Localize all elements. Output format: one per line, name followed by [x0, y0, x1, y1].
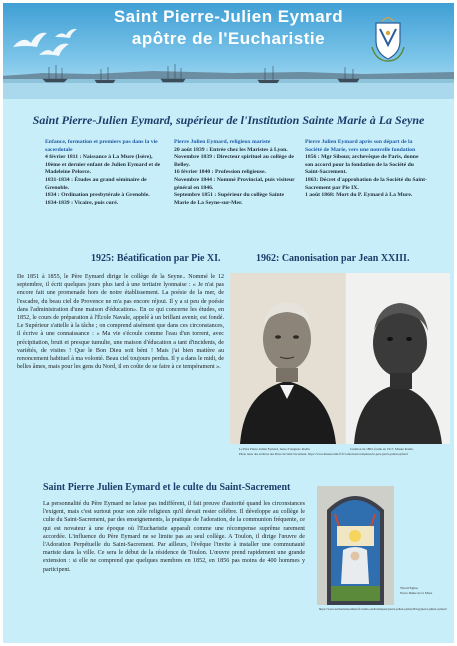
chronology-heading: Pierre Julien Eymard, religieux mariste: [174, 139, 271, 145]
chronology-heading: Enfance, formation et premiers pas dans la vie sacerdotale: [45, 139, 158, 153]
chronology-entry: Septembre 1851 : Supérieur du collège Sainte Marie de La Seyne-sur-Mer.: [174, 192, 285, 206]
bust-caption: Création de 1863, fondu en 1917, Musée Rodin.: [350, 447, 414, 451]
bust-photo: [346, 273, 450, 444]
stained-glass-caption-line-1: Vitrail Eglise: [400, 586, 418, 590]
poster-body: [3, 3, 454, 643]
chronology-heading: Pierre Julien Eymard après son départ de la Société de Marie, vers une nouvelle fondation: [305, 139, 416, 153]
chronology-entry: Novembre 1844 : Nommé Provincial, puis visiteur général en 1846.: [174, 176, 295, 191]
stained-glass-photo: [317, 486, 394, 605]
eucharist-paragraph: La personnalité du Père Eymard ne laisse pas indifférent, il fait preuve d'autorité quand les circonstances l'exigent, mais c'est surtout pour son zèle religieux qu'il devait rester célèbre. Il développe au collège le culte du Saint-Sacrement, par des enseignements, la pratique de l'adoration, de la communion fréquente, ce qui est novateur à une époque où l'Eucharistie apparaît comme une récompense suprême rarement accordée. L'influence du Père Eymard ne se limite pas au seul collège. A Toulon, il dirige l'œuvre de l'Adoration Perpétuelle du Saint-Sacrement. Par ailleurs, l'évêque l'invite à installer une communauté mariste dans la ville. Ce sera le début de la résidence de Toulon. L'œuvre prend rapidement une grande extension : si elle ne comprend que quelques membres en 1852, en 1856 pas moins de 400 hommes y participent.: [43, 501, 305, 573]
chronology-entry: 1856 : Mgr Sibour, archevêque de Paris, donne son accord pour la fondation de la Société du Saint-Sacrement.: [305, 154, 419, 176]
chronology-entry: 1834 : Ordination presbytérale à Grenoble.: [45, 192, 150, 199]
chronology-column-childhood: [45, 139, 167, 207]
chronology-column-foundation: [305, 139, 427, 200]
portrait-photo: [230, 273, 345, 444]
eucharist-section-title: Saint Pierre Julien Eymard et le culte du Saint-Sacrement: [43, 482, 291, 493]
chronology-entry: 1 août 1868: Mort du P. Eymard à La Mure.: [305, 192, 413, 199]
header-banner: [3, 3, 454, 99]
chronology-entry: 4 février 1811 : Naissance à La Mure (Isère), 10ème et dernier enfant de Julien Eymard et de Madeleine Pelorce.: [45, 154, 161, 176]
chronology-column-marist: [174, 139, 298, 207]
college-paragraph: De 1851 à 1855, le Père Eymard dirige le collège de la Seyne.. Nommé le 12 septembre, il écrit quelques jours plus tard à une tertiaire lyonnaise : « Je n'ai pas encore fait une promenade hors de notre établissement. La poésie de la mer, de l'escadre, du beau ciel de Provence ne m'a pas encore réjoui. Il y a si peu de poésie dans l'administration d'une maison d'éducation». En ce qui concerne les études, en 1852, le cours de préparation à l'École Navale, appelé à un brillant avenir, est fondé. Le Supérieur s'attelle à la tâche ; on comprend aisément que dans ces circonstances, il écrive à une connaissance : « Ma vie s'écoule comme l'eau d'un torrent, avec précipitation, bruit et presque tumulte, une maison d'éducation a tant d'incidents, de variétés, de visites ! Que le Bon Dieu soit béni ! Mais j'ai bien matière au renoncement habituel à ma volonté. Beau ciel toujours perdus. Il y a dans le midi, de belles âmes, mais pour les gens du Nord, il en coûte de se faire à ce tempérament ».: [17, 274, 224, 371]
section-title: Saint Pierre-Julien Eymard, supérieur de l'Institution Sainte Marie à La Seyne: [32, 113, 425, 127]
beatification-heading: 1925: Béatification par Pie XI.: [91, 253, 221, 264]
stained-glass-caption: [400, 586, 432, 596]
chronology-entry: Novembre 1839 : Directeur spirituel au collège de Belley.: [174, 154, 294, 168]
portrait-caption: Le Père Pierre-Julien Eymard, buste d'Auguste Rodin: [239, 447, 310, 451]
photo-source: Photo issue des archives des Pères du Saint Sacrement. https://www.museerodin.fr/fr/collections/sculptures/le-pere-pierre-julien-eymard: [239, 452, 408, 456]
chronology-entry: 1831-1834 : Études au grand séminaire de Grenoble.: [45, 176, 147, 191]
canonisation-heading: 1962: Canonisation par Jean XXIII.: [256, 253, 410, 264]
poster-title-line-2: apôtre de l'Eucharistie: [131, 29, 326, 48]
poster-title-line-1: Saint Pierre-Julien Eymard: [113, 7, 344, 26]
chronology-entry: 20 août 1839 : Entrée chez les Maristes à Lyon.: [174, 146, 288, 153]
stained-glass-source-url: https://www.eucharistiesainteté.fr/saints-eucharistiques/pierre-julien-eymard/blog/pierre-julien-eymard: [319, 607, 447, 611]
chronology-entry: 1834-1839 : Vicaire, puis curé.: [45, 199, 119, 206]
chronology-entry: 1863: Décret d'approbation de la Société du Saint-Sacrement par Pie IX.: [305, 176, 427, 191]
chronology-entry: 16 février 1840 : Profession religieuse.: [174, 169, 266, 176]
harbor-illustration: [3, 61, 454, 99]
stained-glass-caption-line-2: Notre Dame de la Mure: [400, 591, 433, 595]
